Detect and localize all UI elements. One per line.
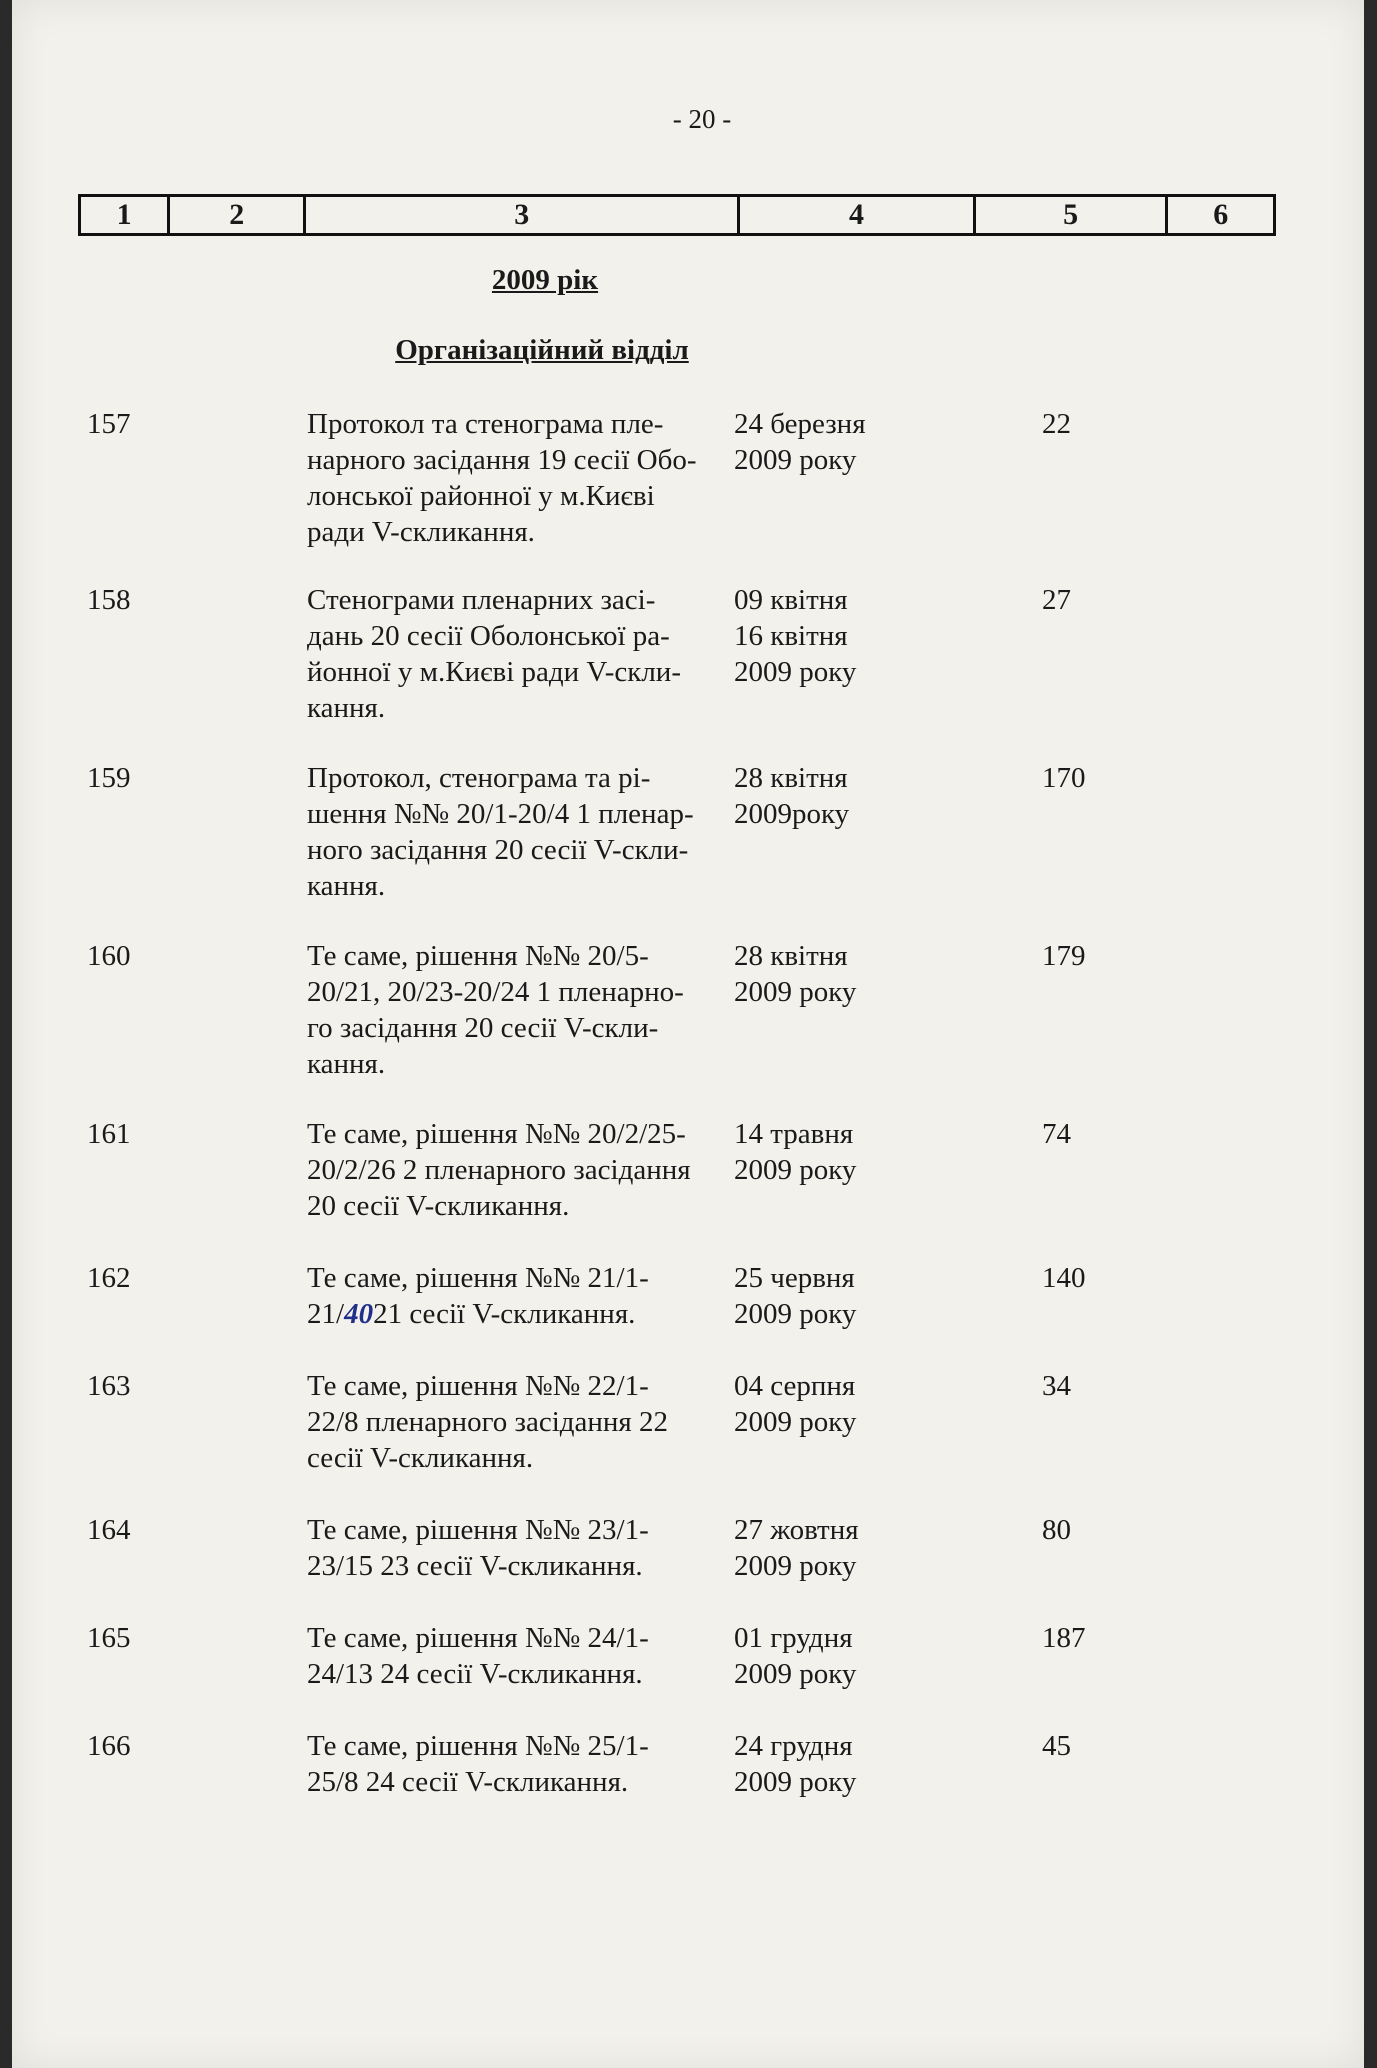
row-page-count: 22 <box>1042 408 1071 440</box>
row-page-count: 74 <box>1042 1118 1071 1150</box>
row-page-count: 170 <box>1042 762 1086 794</box>
row-date: 27 жовтня 2009 року <box>734 1514 859 1582</box>
row-description: Протокол та стенограма пле- нарного засідання 19 сесії Обо- лонської районної у м.Києві ради V-скликання. <box>307 408 697 548</box>
row-number: 166 <box>87 1730 131 1762</box>
document-page <box>12 0 1364 2068</box>
department-heading: Організаційний відділ <box>395 334 689 366</box>
column-header-table <box>78 194 1276 236</box>
column-header-6: 6 <box>1167 196 1275 235</box>
row-page-count: 34 <box>1042 1370 1071 1402</box>
column-header-1: 1 <box>80 196 169 235</box>
row-number: 164 <box>87 1514 131 1546</box>
row-page-count: 45 <box>1042 1730 1071 1762</box>
column-header-3: 3 <box>305 196 739 235</box>
row-number: 157 <box>87 408 131 440</box>
column-header-5: 5 <box>974 196 1167 235</box>
row-page-count: 140 <box>1042 1262 1086 1294</box>
handwritten-correction: 40 <box>344 1298 374 1330</box>
column-header-4: 4 <box>739 196 974 235</box>
row-number: 163 <box>87 1370 131 1402</box>
row-date: 04 серпня 2009 року <box>734 1370 857 1438</box>
row-page-count: 27 <box>1042 584 1071 616</box>
row-date: 25 червня 2009 року <box>734 1262 857 1330</box>
row-number: 162 <box>87 1262 131 1294</box>
row-date: 01 грудня 2009 року <box>734 1622 857 1690</box>
row-date: 28 квітня 2009року <box>734 762 850 830</box>
row-number: 158 <box>87 584 131 616</box>
row-number: 161 <box>87 1118 131 1150</box>
row-page-count: 179 <box>1042 940 1086 972</box>
row-date: 24 грудня 2009 року <box>734 1730 857 1798</box>
row-description: Те саме, рішення №№ 20/5- 20/21, 20/23-20/24 1 пленарно- го засідання 20 сесії V-скли- кання. <box>307 940 684 1080</box>
row-number: 165 <box>87 1622 131 1654</box>
row-page-count: 187 <box>1042 1622 1086 1654</box>
row-description: Те саме, рішення №№ 23/1- 23/15 23 сесії V-скликання. <box>307 1514 649 1582</box>
row-date: 28 квітня 2009 року <box>734 940 857 1008</box>
row-page-count: 80 <box>1042 1514 1071 1546</box>
row-description: Протокол, стенограма та рі- шення №№ 20/1-20/4 1 пленар- ного засідання 20 сесії V-скли- кання. <box>307 762 694 902</box>
row-date: 24 березня 2009 року <box>734 408 866 476</box>
column-header-2: 2 <box>169 196 305 235</box>
row-description: Те саме, рішення №№ 22/1- 22/8 пленарного засідання 22 сесії V-скликання. <box>307 1370 669 1474</box>
year-heading: 2009 рік <box>491 264 599 296</box>
row-number: 160 <box>87 940 131 972</box>
page-number: - 20 - <box>672 104 732 134</box>
row-date: 14 травня 2009 року <box>734 1118 857 1186</box>
row-description: Те саме, рішення №№ 20/2/25- 20/2/26 2 пленарного засідання 20 сесії V-скликання. <box>307 1118 691 1222</box>
row-description: Те саме, рішення №№ 25/1- 25/8 24 сесії V-скликання. <box>307 1730 649 1798</box>
row-description: Те саме, рішення №№ 21/1- 21/4021 сесії V-скликання. <box>307 1262 649 1330</box>
row-description: Стенограми пленарних засі- дань 20 сесії Оболонської ра- йонної у м.Києві ради V-скли- кання. <box>307 584 681 724</box>
row-description: Те саме, рішення №№ 24/1- 24/13 24 сесії V-скликання. <box>307 1622 649 1690</box>
row-date: 09 квітня 16 квітня 2009 року <box>734 584 857 688</box>
row-number: 159 <box>87 762 131 794</box>
